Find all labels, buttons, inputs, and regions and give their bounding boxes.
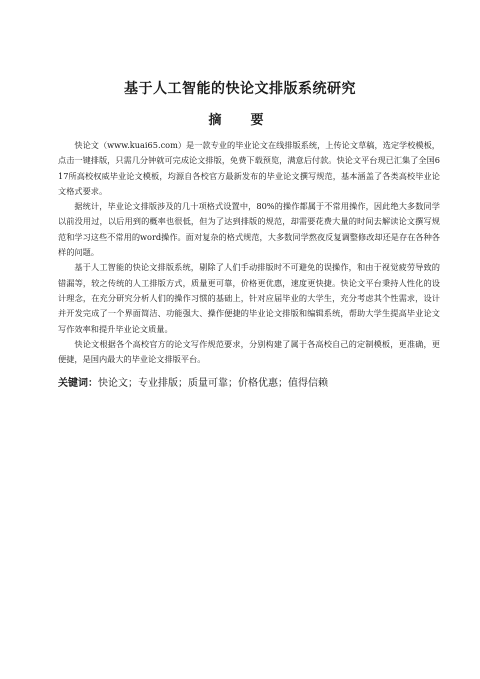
abstract-heading: 摘 要: [208, 113, 272, 128]
abstract-paragraph-1: 快论文（www.kuai65.com）是一款专业的毕业论文在线排版系统，上传论文草稿，选定学校模板，点击一键排版，只需几分钟就可完成论文排版，免费下载预览，满意后付款。快论文平台现已汇集了全国617所高校权威毕业论文模板，均源自各校官方最新发布的毕业论文撰写规范，基本涵盖了各类高校毕业论文格式要求。: [58, 140, 440, 196]
abstract-paragraph-4: 快论文根据各个高校官方的论文写作规范要求，分别构建了属于各高校自己的定制模板，更准确，更便捷，是国内最大的毕业论文排版平台。: [58, 338, 440, 365]
abstract-body: [58, 138, 440, 367]
paper-title: 基于人工智能的快论文排版系统研究: [124, 81, 356, 97]
keywords-text: 快论文；专业排版；质量可靠；价格优惠；值得信赖: [98, 378, 328, 389]
keywords-label: 关键词：: [58, 378, 98, 389]
keywords-line: [58, 374, 440, 389]
abstract-paragraph-3: 基于人工智能的快论文排版系统，剔除了人们手动排版时不可避免的误操作，和由于视觉疲劳导致的错漏等，较之传统的人工排版方式，质量更可靠，价格更优惠，速度更快捷。快论文平台秉持人性化的设计理念，在充分研究分析人们的操作习惯的基础上，针对应届毕业的大学生，充分考虑其个性需求，设计并开发完成了一个界面简洁、功能强大、操作便捷的毕业论文排版和编辑系统，帮助大学生提高毕业论文写作效率和提升毕业论文质量。: [58, 262, 440, 334]
abstract-paragraph-2: 据统计，毕业论文排版涉及的几十项格式设置中，80%的操作都属于不常用操作，因此绝大多数同学以前没用过，以后用到的概率也很低，但为了达到排版的规范，却需要花费大量的时间去解读论文撰写规范和学习这些不常用的word操作。面对复杂的格式规范，大多数同学熬夜反复调整修改却还是存在各种各样的问题。: [58, 201, 440, 258]
